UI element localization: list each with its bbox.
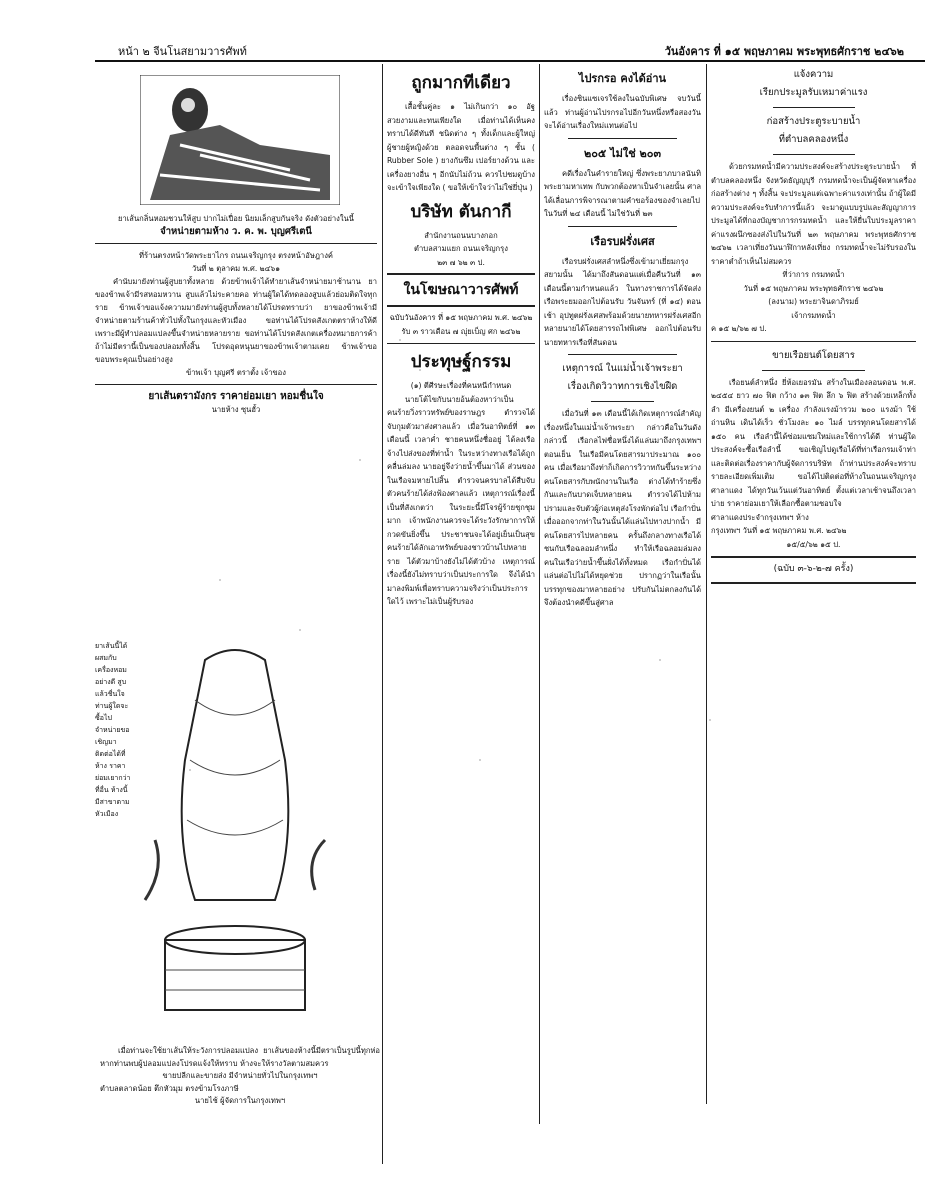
caption: ยาเส้นกลิ่นหอมชวนให้สูบ ปากไม่เปื่อย นิยมเล็กสูบกันจริง ดังตัวอย่างในนี้ <box>118 214 354 223</box>
caption-seller: จำหน่ายตามห้าง ว. ค. พ. บุญศรีเตนี <box>160 226 312 237</box>
notice-title: ก่อสร้างประตูระบายน้ำ <box>766 116 861 127</box>
reference-number: ๑๕/๕/๖๒ ๑๕ ป. <box>786 539 841 549</box>
signature-line: (ลงนาม) พระยาจินดาภิรมย์ <box>768 297 859 306</box>
issue-date: ฉบับวันอังคาร ที่ ๑๕ พฤษภาคม พ.ศ. ๒๔๖๒ <box>389 313 533 322</box>
ad-body: คำนับมายังท่านผู้สูบยาทั้งหลาย ด้วยข้าพเจ้าได้ทำยาเส้นจำหน่ายมาช้านาน ยาของข้าพเจ้ามีรสหอมหวาน สูบแล้วไม่ระคายคอ ท่านผู้ใดได้ทดลองสูบแล้วย่อมติดใจทุกราย ข้าพเจ้าขอแจ้งความมายังท่านผู้สูบทั้งหลายได้โปรดทราบว่า ยาของข้าพเจ้ามีจำหน่ายตามร้านค้าทั่วไปทั้งในกรุงและหัวเมือง ขอท่านได้โปรดสังเกตตราห้างให้ดี เพราะมีผู้ทำปลอมแปลงขึ้นจำหน่ายหลายราย ขอท่านได้โปรดสังเกตเครื่องหมายการค้า ถ้าไม่มีตรานี้เป็นของปลอมทั้งสิ้น โปรดอุดหนุนยาของข้าพเจ้าตามเคย ข้าพเจ้าขอขอบพระคุณเป็นอย่างสูง <box>95 277 377 364</box>
address-line: ๒๓ ๗ ๖๒ ๓ ป. <box>437 257 485 267</box>
column-divider <box>706 64 707 1104</box>
header-rule <box>95 60 925 62</box>
bottom-line: ตำบลตลาดน้อย ตึกหัวมุม ตรงข้ามโรงภาษี <box>100 1083 239 1093</box>
notice-date: กรุงเทพฯ วันที่ ๑๕ พฤษภาคม พ.ศ. ๒๔๖๒ <box>711 526 847 535</box>
headline: ถูกมากทีเดียว <box>411 73 511 93</box>
headline: ขายเรือยนต์โดยสาร <box>772 349 855 361</box>
story-subhead: (๑) ตีศีรษะเรื่องที่คนหนีกำหนด <box>410 381 512 390</box>
headline: ไปรกรอ คงได้อ่าน <box>578 72 667 85</box>
issue-footer: (ฉบับ ๓-๖-๒-๗ ครั้ง) <box>773 564 854 574</box>
bottom-line: ขายปลีกและขายส่ง มีจำหน่ายทั่วไปในกรุงเทพฯ <box>162 1071 318 1080</box>
article-body: เรื่องชินแซเจรใช้ลงในฉบับพิเศษ จบวันนี้แล้ว ท่านผู้อ่านไปรกรอไปอีกวันหนึ่งหรือสองวัน จะได้อ่านเรื่องใหม่แทนต่อไป <box>544 94 701 130</box>
notice-body: ด้วยกรมทดน้ำมีความประสงค์จะสร้างประตูระบายน้ำ ที่ตำบลคลองหนึ่ง จังหวัดธัญญบุรี กรมทดน้ำจะเป็นผู้จัดหาเครื่องก่อสร้างต่าง ๆ ทั้งสิ้น จะประมูลแต่เฉพาะค่าแรงเท่านั้น ถ้าผู้ใดมีความประสงค์จะรับทำการนี้แล้ว จะมาดูแบบรูปและสัญญาการประมูลได้ที่กองบัญชาการกรมทดน้ำ และให้ยื่นใบประมูลราคาค่าแรงผนึกซองส่งไปในวันที่ ๒๓ พฤษภาคม พระพุทธศักราช ๒๔๖๒ เวลาเที่ยงวันนาฬิกาหลังเที่ยง กรมทดน้ำจะไม่รับรองในราคาต่ำถ้าเห็นไม่สมควร <box>711 162 916 266</box>
page-header-left: หน้า ๒ จีนโนสยามวารศัพท์ <box>118 45 247 58</box>
column-divider <box>539 64 540 1124</box>
date: วันที่ ๒ ตุลาคม พ.ศ. ๒๔๖๑ <box>191 264 281 273</box>
address-line: ตำบลสามแยก ถนนเจริญกรุง <box>414 244 508 253</box>
address-line: สำนักงานถนนบางกอก <box>424 230 498 240</box>
notice-title: ที่ตำบลคลองหนึ่ง <box>778 134 849 145</box>
story-body: นายโต้ไขกับนายอ้นต้องหาว่าเป็นคนร้ายวิ่งราวทรัพย์ของราษฎร ตำรวจได้จับกุมตัวมาส่งศาลแล้ว เมื่อวันอาทิตย์ที่ ๑๓ เดือนนี้ เวลาค่ำ ชายคนหนึ่งชื่ออยู่ ได้ลงเรือจ้างไปส่งของที่ท่าน้ำ ในระหว่างทางเรือได้ถูกคลื่นล่มลง นายอยู่จึงว่ายน้ำขึ้นมาได้ ส่วนของในเรือจมหายไปสิ้น ตำรวจนครบาลได้สืบจับตัวคนร้ายได้ส่งฟ้องศาลแล้ว เหตุการณ์เรื่องนี้เป็นที่สังเกตว่า ในระยะนี้มีโจรผู้ร้ายชุกชุมมาก เจ้าพนักงานควรจะได้ระวังรักษาการให้กวดขันยิ่งขึ้น ประชาชนจะได้อยู่เย็นเป็นสุข คนร้ายได้ลักเอาทรัพย์ของชาวบ้านไปหลายราย ได้ตัวมาบ้างยังไม่ได้ตัวบ้าง เหตุการณ์เรื่องนี้ยังไม่ทราบว่าเป็นประการใด จึงได้นำมาลงพิมพ์เพื่อทราบความจริงว่าเป็นประการใดไว้ เพราะไม่เป็นผู้รับรอง <box>387 394 535 606</box>
article-body: เสื้อชั้นคู่ละ ๑ ไม่เกินกว่า ๑๐ อัฐ สวยงามและทนเพียงใด เมื่อท่านได้เห็นคงทราบได้ดีทันที ชนิดต่าง ๆ ทั้งเด็กและผู้ใหญ่ ผู้ชายผู้หญิงด้วย ตลอดจนพื้นต่าง ๆ ชั้น ( Rubber Sole ) ยางกันซึม เปอร์ยางด้วน และเครื่องยางอื่น ๆ อีกนับไม่ถ้วน ควรไปชมดูบ้าง จะเข้าใจเพียงใด ( ขอให้เข้าใจว่าไม่ใช่ยี่ปุ่น ) <box>387 102 535 192</box>
address: ที่ร้านตรงหน้าวัดพระยาไกร ถนนเจริญกรุง ตรงหน้าอัษฎางค์ <box>139 251 333 260</box>
story-headline: ประทุษฐ์กรรม <box>410 352 512 372</box>
headline: เรือรบฝรั่งเศส <box>590 234 655 248</box>
signature-line: ที่ว่าการ กรมทดน้ำ <box>782 270 845 279</box>
signature-line: เจ้ากรมทดน้ำ <box>791 310 836 320</box>
reference-number: ค ๑๕ ๒/๖๒ ๗ ป. <box>711 324 767 333</box>
article-body: เรือรบฝรั่งเศสลำหนึ่งซึ่งเข้ามาเยี่ยมกรุงสยามนั้น ได้มาถึงสันดอนแต่เมื่อคืนวันที่ ๑๓ เดือนนี้ตามกำหนดแล้ว ในทางราชการได้จัดส่งเรือพระยมออกไปต้อนรับ วันจันทร์ (ที่ ๑๔) ตอนเช้า อุปทูตฝรั่งเศสพร้อมด้วยนายทหารฝรั่งเศสอีกหลายนายได้โดยสารรถไฟพิเศษ ออกไปต้อนรับนายทหารเรือที่สันดอน <box>544 256 701 347</box>
bottom-line: นายไช้ ผู้จัดการในกรุงเทพฯ <box>194 1096 286 1105</box>
headline: ๒๐๕ ไม่ใช่ ๒๐๓ <box>583 146 662 160</box>
left-side-text: ยาเส้นนี้ได้ผสมกับเครื่องหอมอย่างดี สูบแล้วชื่นใจ ท่านผู้ใดจะซื้อไปจำหน่ายขอเชิญมาติดต่อได้ที่ห้าง ราคาย่อมเยากว่าที่อื่น ห้างนี้มีสาขาตามหัวเมือง <box>95 642 131 818</box>
signature-line: ศาลาแดงประจำกรุงเทพฯ ห้าง <box>711 512 809 522</box>
column-4 <box>711 66 916 1166</box>
notice-date: วันที่ ๑๕ พฤษภาคม พระพุทธศักราช ๒๔๖๒ <box>743 283 884 293</box>
warrior-illustration <box>140 75 340 205</box>
left-bottom-text <box>100 1045 380 1108</box>
article-body: คดีเรื่องในคำรายใหญ่ ซึ่งพระยาภบาลนันทิ พระยามหาเทพ กับพวกต้องหาเป็นจำเลยนั้น ศาลได้เลื่อนการพิจารณาตามคำขอร้องของจำเลยไปในวันที่ ๒๔ เดือนนี้ ไม่ใช่วันที่ ๒๓ <box>544 168 701 218</box>
column-divider <box>382 64 383 1164</box>
tobacco-jar-illustration <box>135 640 335 1040</box>
column-3 <box>544 66 701 1166</box>
notice-title: เรียกประมูลรับเหมาค่าแรง <box>759 87 868 98</box>
masthead-title: ในโฆษณาวารศัพท์ <box>403 282 519 298</box>
article-body: เรือยนต์ลำหนึ่ง ยี่ห้อเยอรมัน สร้างในเมืองลอนดอน พ.ศ. ๒๔๕๔ ยาว ๗๐ ฟิต กว้าง ๑๓ ฟิต ลึก ๖ ฟิต สร้างด้วยเหล็กทั้งลำ มีเครื่องยนต์ ๒ เครื่อง กำลังแรงม้ารวม ๒๐๐ แรงม้า ใช้ถ่านหิน เดินได้เร็ว ชั่วโมงละ ๑๐ ไมล์ บรรทุกคนโดยสารได้ ๑๕๐ คน เรือลำนี้ได้ซ่อมแซมใหม่และใช้การได้ดี ท่านผู้ใดประสงค์จะซื้อเรือลำนี้ ขอเชิญไปดูเรือได้ที่ท่าเรือกรมเจ้าท่า และติดต่อเรื่องราคากับผู้จัดการบริษัท ถ้าท่านประสงค์จะทราบรายละเอียดเพิ่มเติม ขอได้ไปติดต่อที่ห้างในถนนเจริญกรุง ศาลาแดง ได้ทุกวันเว้นแต่วันอาทิตย์ ตั้งแต่เวลาเช้าจนถึงเวลาบ่าย ราคาย่อมเยาให้เลือกซื้อตามชอบใจ <box>711 377 916 508</box>
headline: เรื่องเกิดวิวาทการเชิงไขฝืด <box>567 381 678 392</box>
company-name: บริษัท ตันกากี <box>410 201 512 222</box>
column-2 <box>387 66 535 1166</box>
ad-headline: ยาเส้นตรามังกร ราคาย่อมเยา หอมชื่นใจ <box>148 391 324 402</box>
notice-label: แจ้งความ <box>793 69 834 80</box>
bottom-paragraph: เมื่อท่านจะใช้ยาเส้นให้ระวังการปลอมแปลง ยาเส้นของห้างนี้มีตราเป็นรูปนี้ทุกห่อ หากท่านพบผู้ปลอมแปลงโปรดแจ้งให้ทราบ ห้างจะให้รางวัลตามสมควร <box>100 1046 380 1068</box>
signature: ข้าพเจ้า บุญศรี ตราตั้ง เจ้าของ <box>186 368 286 377</box>
headline: เหตุการณ์ ในแม่น้ำเจ้าพระยา <box>562 363 683 374</box>
ad-subline: นายห้าง ซุนฮั้ว <box>211 405 261 414</box>
article-body: เมื่อวันที่ ๑๓ เดือนนี้ได้เกิดเหตุการณ์สำคัญเรื่องหนึ่งในแม่น้ำเจ้าพระยา กล่าวคือในวันดังกล่าวนี้ เรือกลไฟชื่อหนึ่งได้แล่นมาถึงกรุงเทพฯ ตอนเย็น ในเรือมีคนโดยสารมาประมาณ ๑๐๐ คน เมื่อเรือมาถึงท่าก็เกิดการวิวาทกันขึ้นระหว่างคนโดยสารกับพนักงานในเรือ ต่างได้ทำร้ายซึ่งกันและกันบาดเจ็บหลายคน ตำรวจได้ไปห้ามปรามและจับตัวผู้ก่อเหตุส่งโรงพักต่อไป เรือกำปั่นเมื่อออกจากท่าในวันนั้นได้แล่นไปทางปากน้ำ มีคนโดยสารไปหลายคน ครั้นถึงกลางทางเรือได้ชนกับเรือฉลอมลำหนึ่ง ทำให้เรือฉลอมล่มลง คนในเรือว่ายน้ำขึ้นฝั่งได้ทั้งหมด เรือกำปั่นได้แล่นต่อไปไม่ได้หยุดช่วย ปรากฏว่าในเรือนั้นบรรทุกของมาหลายอย่าง ปรับกันไม่ตกลงกันได้จึงต้องนำคดีขึ้นสู่ศาล <box>544 409 701 607</box>
left-tobacco-ad <box>95 212 377 416</box>
issue-date-lunar: รับ ๓ ราวเดือน ๗ ญุ่ยเบ็ญ ศก ๒๔๖๒ <box>401 326 521 336</box>
page-header-date: วันอังคาร ที่ ๑๕ พฤษภาคม พระพุทธศักราช ๒๔๖๒ <box>664 45 904 58</box>
